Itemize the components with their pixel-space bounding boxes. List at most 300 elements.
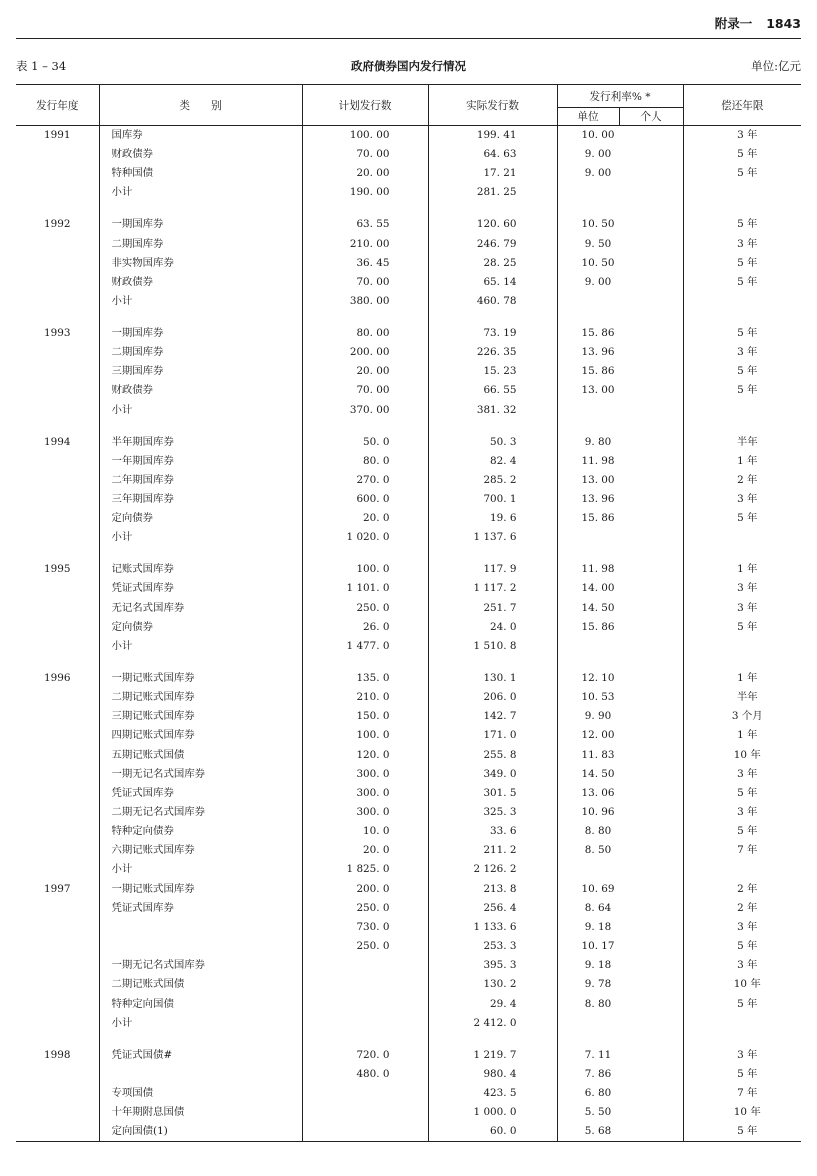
rate-cell: [557, 822, 683, 841]
planned-cell: [302, 995, 428, 1014]
actual-cell: 301. 5: [428, 784, 557, 803]
year-cell: 1996: [16, 669, 99, 688]
group-spacer: [16, 203, 801, 216]
planned-cell: 210. 00: [302, 235, 428, 254]
rate-cell-text: 15. 86: [581, 365, 615, 378]
year-cell: [16, 401, 99, 420]
year-cell: [16, 362, 99, 381]
category-cell: 小计: [99, 292, 302, 311]
table-row: [16, 215, 801, 234]
rate-cell: [557, 362, 683, 381]
table-row: [16, 1065, 801, 1084]
year-cell: [16, 784, 99, 803]
rate-cell-text: 9. 00: [584, 148, 612, 161]
year-cell: [16, 1084, 99, 1103]
category-cell: 三期国库券: [99, 362, 302, 381]
year-cell: [16, 343, 99, 362]
planned-cell: 10. 0: [302, 822, 428, 841]
planned-cell: 720. 0: [302, 1046, 428, 1065]
actual-cell: 33. 6: [428, 822, 557, 841]
rate-cell-text: 9. 90: [584, 710, 612, 723]
rate-cell: [557, 1084, 683, 1103]
category-cell: 二期国库券: [99, 235, 302, 254]
year-cell: [16, 273, 99, 292]
term-cell: [683, 452, 801, 471]
term-cell: [683, 126, 801, 146]
term-cell: [683, 292, 801, 311]
table-row: [16, 688, 801, 707]
rate-cell-text: 13. 06: [581, 786, 615, 799]
rate-cell: [557, 726, 683, 745]
actual-cell: 1 219. 7: [428, 1046, 557, 1065]
term-cell: [683, 343, 801, 362]
planned-cell: 300. 0: [302, 765, 428, 784]
planned-cell: 270. 0: [302, 471, 428, 490]
table-body: [16, 126, 801, 1142]
term-cell: [683, 599, 801, 618]
rate-cell: [557, 841, 683, 860]
header-rule: [16, 38, 801, 39]
table-row: [16, 145, 801, 164]
year-cell: [16, 803, 99, 822]
year-cell: [16, 726, 99, 745]
rate-cell: [557, 254, 683, 273]
year-cell: [16, 452, 99, 471]
rate-cell-text: 10. 50: [581, 256, 615, 269]
rate-cell: [557, 490, 683, 509]
term-cell-text: 5 年: [737, 940, 758, 953]
term-cell: [683, 746, 801, 765]
term-cell-text: 10 年: [733, 978, 761, 991]
rate-cell: [557, 975, 683, 994]
rate-cell: [557, 164, 683, 183]
term-cell-text: 7 年: [737, 1086, 758, 1099]
year-cell: [16, 381, 99, 400]
term-cell: [683, 726, 801, 745]
planned-cell: 150. 0: [302, 707, 428, 726]
year-cell: [16, 860, 99, 879]
rate-cell: [557, 637, 683, 656]
category-cell: 小计: [99, 401, 302, 420]
table-row: [16, 995, 801, 1014]
term-cell: [683, 1103, 801, 1122]
rate-cell: [557, 899, 683, 918]
term-cell-text: 3 年: [737, 493, 758, 506]
actual-cell: 50. 3: [428, 433, 557, 452]
category-cell: 财政债券: [99, 381, 302, 400]
planned-cell: 20. 00: [302, 362, 428, 381]
year-cell: 1992: [16, 215, 99, 234]
term-cell-text: 3 年: [737, 805, 758, 818]
term-cell-text: 3 年: [737, 237, 758, 250]
planned-cell: 200. 0: [302, 880, 428, 899]
rate-cell-text: 8. 64: [584, 901, 612, 914]
category-cell: 二年期国库券: [99, 471, 302, 490]
group-spacer: [16, 1033, 801, 1046]
actual-cell: 1 000. 0: [428, 1103, 557, 1122]
table-row: [16, 618, 801, 637]
term-cell: [683, 528, 801, 547]
rate-cell: [557, 956, 683, 975]
category-cell: 凭证式国库券: [99, 579, 302, 598]
table-row: [16, 471, 801, 490]
term-cell: [683, 899, 801, 918]
category-cell: 一期记账式国库券: [99, 669, 302, 688]
rate-cell-text: 9. 78: [584, 978, 612, 991]
planned-cell: 50. 0: [302, 433, 428, 452]
rate-cell-text: 11. 98: [581, 454, 615, 467]
category-cell: 一期国库券: [99, 324, 302, 343]
term-cell: [683, 688, 801, 707]
rate-cell-text: 15. 86: [581, 512, 615, 525]
table-row: [16, 784, 801, 803]
term-cell-text: 5 年: [737, 825, 758, 838]
rate-cell: [557, 343, 683, 362]
actual-cell: 253. 3: [428, 937, 557, 956]
planned-cell: 1 020. 0: [302, 528, 428, 547]
col-header-actual: 实际发行数: [428, 85, 557, 126]
category-cell: 十年期附息国债: [99, 1103, 302, 1122]
actual-cell: 1 133. 6: [428, 918, 557, 937]
planned-cell: 210. 0: [302, 688, 428, 707]
actual-cell: 980. 4: [428, 1065, 557, 1084]
category-cell: [99, 918, 302, 937]
term-cell-text: 5 年: [737, 1125, 758, 1138]
term-cell-text: 5 年: [737, 148, 758, 161]
category-cell: 国库券: [99, 126, 302, 146]
table-caption: [16, 58, 801, 76]
term-cell: [683, 401, 801, 420]
term-cell-text: 5 年: [737, 275, 758, 288]
rate-cell-text: 8. 50: [584, 844, 612, 857]
table-row: [16, 183, 801, 202]
year-cell: [16, 599, 99, 618]
term-cell-text: 3 年: [737, 767, 758, 780]
table-row: [16, 381, 801, 400]
term-cell: [683, 362, 801, 381]
planned-cell: [302, 1103, 428, 1122]
category-cell: 财政债券: [99, 273, 302, 292]
rate-cell-text: 7. 11: [584, 1048, 612, 1061]
actual-cell: 2 126. 2: [428, 860, 557, 879]
actual-cell: 120. 60: [428, 215, 557, 234]
actual-cell: 142. 7: [428, 707, 557, 726]
table-row: [16, 1046, 801, 1065]
planned-cell: 480. 0: [302, 1065, 428, 1084]
term-cell-text: 3 年: [737, 920, 758, 933]
year-cell: [16, 471, 99, 490]
actual-cell: 349. 0: [428, 765, 557, 784]
actual-cell: 206. 0: [428, 688, 557, 707]
col-header-category: 类 别: [99, 85, 302, 126]
planned-cell: 100. 0: [302, 726, 428, 745]
term-cell-text: 2 年: [737, 473, 758, 486]
planned-cell: [302, 975, 428, 994]
rate-cell: [557, 688, 683, 707]
year-cell: [16, 618, 99, 637]
actual-cell: 1 117. 2: [428, 579, 557, 598]
term-cell: [683, 183, 801, 202]
term-cell-text: 5 年: [737, 384, 758, 397]
planned-cell: 36. 45: [302, 254, 428, 273]
year-cell: 1994: [16, 433, 99, 452]
planned-cell: 80. 00: [302, 324, 428, 343]
year-cell: [16, 956, 99, 975]
term-cell: [683, 471, 801, 490]
table-row: [16, 899, 801, 918]
rate-cell: [557, 1014, 683, 1033]
planned-cell: 250. 0: [302, 937, 428, 956]
category-cell: [99, 937, 302, 956]
planned-cell: 70. 00: [302, 145, 428, 164]
planned-cell: 300. 0: [302, 803, 428, 822]
term-cell: [683, 490, 801, 509]
rate-cell: [557, 509, 683, 528]
year-cell: [16, 254, 99, 273]
planned-cell: 70. 00: [302, 273, 428, 292]
category-cell: 凭证式国债#: [99, 1046, 302, 1065]
actual-cell: 64. 63: [428, 145, 557, 164]
term-cell: [683, 1084, 801, 1103]
term-cell: [683, 273, 801, 292]
category-cell: 小计: [99, 860, 302, 879]
year-cell: [16, 509, 99, 528]
planned-cell: 70. 00: [302, 381, 428, 400]
term-cell-text: 1 年: [737, 671, 758, 684]
planned-cell: 100. 0: [302, 560, 428, 579]
term-cell: [683, 560, 801, 579]
table-row: [16, 579, 801, 598]
actual-cell: 285. 2: [428, 471, 557, 490]
category-cell: 一期记账式国库券: [99, 880, 302, 899]
term-cell: [683, 433, 801, 452]
category-cell: 定向债券: [99, 509, 302, 528]
actual-cell: 29. 4: [428, 995, 557, 1014]
planned-cell: [302, 1084, 428, 1103]
col-header-rate: 发行利率% *: [557, 85, 683, 108]
term-cell: [683, 669, 801, 688]
category-cell: 二期记账式国债: [99, 975, 302, 994]
category-cell: 定向债券: [99, 618, 302, 637]
term-cell-text: 5 年: [737, 365, 758, 378]
category-cell: 半年期国库券: [99, 433, 302, 452]
table-row: [16, 1084, 801, 1103]
running-header: [715, 14, 801, 32]
planned-cell: 370. 00: [302, 401, 428, 420]
rate-cell-text: 5. 50: [584, 1106, 612, 1119]
planned-cell: 135. 0: [302, 669, 428, 688]
actual-cell: 251. 7: [428, 599, 557, 618]
table-unit: 单位:亿元: [751, 59, 801, 73]
category-cell: 二期无记名式国库券: [99, 803, 302, 822]
rate-cell: [557, 324, 683, 343]
term-cell: [683, 995, 801, 1014]
term-cell: [683, 860, 801, 879]
term-cell-text: 5 年: [737, 997, 758, 1010]
actual-cell: 381. 32: [428, 401, 557, 420]
rate-cell: [557, 273, 683, 292]
rate-cell: [557, 1103, 683, 1122]
year-cell: [16, 579, 99, 598]
year-cell: [16, 707, 99, 726]
table-title: 政府债券国内发行情况: [351, 59, 466, 73]
rate-cell-text: 10. 00: [581, 129, 615, 141]
rate-cell: [557, 1046, 683, 1065]
category-cell: 凭证式国库券: [99, 784, 302, 803]
table-row: [16, 324, 801, 343]
col-header-rate-unit: 单位: [557, 108, 619, 126]
year-cell: [16, 1122, 99, 1142]
section-label: 附录一: [714, 16, 753, 31]
rate-cell-text: 14. 50: [581, 601, 615, 614]
planned-cell: 1 477. 0: [302, 637, 428, 656]
category-cell: 凭证式国库券: [99, 899, 302, 918]
rate-cell: [557, 918, 683, 937]
rate-cell-text: 7. 86: [584, 1067, 612, 1080]
term-cell-text: 1 年: [737, 563, 758, 576]
term-cell-text: 2 年: [737, 882, 758, 895]
category-cell: 一年期国库券: [99, 452, 302, 471]
term-cell-text: 10 年: [733, 748, 761, 761]
table-row: [16, 362, 801, 381]
table-row: [16, 401, 801, 420]
rate-cell-text: 14. 50: [581, 767, 615, 780]
rate-cell-text: 12. 10: [581, 671, 615, 684]
rate-cell: [557, 803, 683, 822]
actual-cell: 19. 6: [428, 509, 557, 528]
rate-cell: [557, 381, 683, 400]
table-row: [16, 273, 801, 292]
table-row: [16, 860, 801, 879]
term-cell-text: 5 年: [737, 256, 758, 269]
planned-cell: 20. 0: [302, 509, 428, 528]
category-cell: 小计: [99, 528, 302, 547]
rate-cell: [557, 860, 683, 879]
table-row: [16, 1014, 801, 1033]
category-cell: 五期记账式国债: [99, 746, 302, 765]
term-cell: [683, 975, 801, 994]
rate-cell: [557, 618, 683, 637]
rate-cell-text: 9. 00: [584, 167, 612, 180]
table-row: [16, 560, 801, 579]
year-cell: 1991: [16, 126, 99, 146]
category-cell: [99, 1065, 302, 1084]
term-cell: [683, 1065, 801, 1084]
category-cell: 小计: [99, 183, 302, 202]
table-row: [16, 803, 801, 822]
term-cell-text: 5 年: [737, 167, 758, 180]
planned-cell: 380. 00: [302, 292, 428, 311]
planned-cell: 1 825. 0: [302, 860, 428, 879]
planned-cell: 20. 00: [302, 164, 428, 183]
planned-cell: 250. 0: [302, 599, 428, 618]
rate-cell-text: 15. 86: [581, 327, 615, 339]
term-cell: [683, 579, 801, 598]
category-cell: 四期记账式国库券: [99, 726, 302, 745]
table-row: [16, 918, 801, 937]
table-row: [16, 669, 801, 688]
year-cell: [16, 145, 99, 164]
term-cell: [683, 618, 801, 637]
actual-cell: 130. 1: [428, 669, 557, 688]
term-cell-text: 5 年: [737, 512, 758, 525]
table-row: [16, 956, 801, 975]
planned-cell: [302, 1122, 428, 1142]
planned-cell: 1 101. 0: [302, 579, 428, 598]
term-cell-text: 2 年: [737, 901, 758, 914]
actual-cell: 460. 78: [428, 292, 557, 311]
year-cell: [16, 1014, 99, 1033]
table-row: [16, 509, 801, 528]
term-cell-text: 3 年: [737, 959, 758, 972]
rate-cell: [557, 528, 683, 547]
table-row: [16, 880, 801, 899]
rate-cell-text: 9. 18: [584, 920, 612, 933]
actual-cell: 255. 8: [428, 746, 557, 765]
rate-cell-text: 10. 17: [581, 940, 615, 953]
year-cell: [16, 164, 99, 183]
term-cell-text: 3 个月: [731, 710, 763, 723]
rate-cell-text: 11. 83: [581, 748, 615, 761]
rate-cell-text: 9. 00: [584, 275, 612, 288]
table-row: [16, 528, 801, 547]
actual-cell: 24. 0: [428, 618, 557, 637]
rate-cell-text: 10. 96: [581, 805, 615, 818]
category-cell: 记账式国库券: [99, 560, 302, 579]
rate-cell: [557, 995, 683, 1014]
rate-cell-text: 9. 50: [584, 237, 612, 250]
term-cell-text: 3 年: [737, 601, 758, 614]
category-cell: 财政债券: [99, 145, 302, 164]
planned-cell: 120. 0: [302, 746, 428, 765]
term-cell-text: 10 年: [733, 1106, 761, 1119]
term-cell-text: 3 年: [737, 346, 758, 359]
rate-cell: [557, 235, 683, 254]
rate-cell-text: 15. 86: [581, 620, 615, 633]
term-cell: [683, 765, 801, 784]
planned-cell: [302, 1014, 428, 1033]
rate-cell-text: 8. 80: [584, 825, 612, 838]
term-cell-text: 7 年: [737, 844, 758, 857]
category-cell: 定向国债(1): [99, 1122, 302, 1142]
rate-cell-text: 10. 53: [581, 691, 615, 704]
table-header: [16, 85, 801, 126]
rate-cell: [557, 937, 683, 956]
term-cell: [683, 164, 801, 183]
rate-cell: [557, 433, 683, 452]
year-cell: [16, 528, 99, 547]
year-cell: [16, 841, 99, 860]
year-cell: [16, 183, 99, 202]
rate-cell-text: 9. 80: [584, 435, 612, 448]
bond-issuance-table: [16, 84, 801, 1142]
actual-cell: 1 510. 8: [428, 637, 557, 656]
category-cell: 特种国债: [99, 164, 302, 183]
table-row: [16, 822, 801, 841]
planned-cell: 100. 00: [302, 126, 428, 146]
year-cell: [16, 975, 99, 994]
term-cell: [683, 841, 801, 860]
planned-cell: 63. 55: [302, 215, 428, 234]
planned-cell: 190. 00: [302, 183, 428, 202]
table-row: [16, 343, 801, 362]
year-cell: [16, 1103, 99, 1122]
actual-cell: 17. 21: [428, 164, 557, 183]
rate-cell-text: 13. 00: [581, 384, 615, 397]
term-cell-text: 5 年: [737, 786, 758, 799]
rate-cell: [557, 1065, 683, 1084]
category-cell: 二期记账式国库券: [99, 688, 302, 707]
